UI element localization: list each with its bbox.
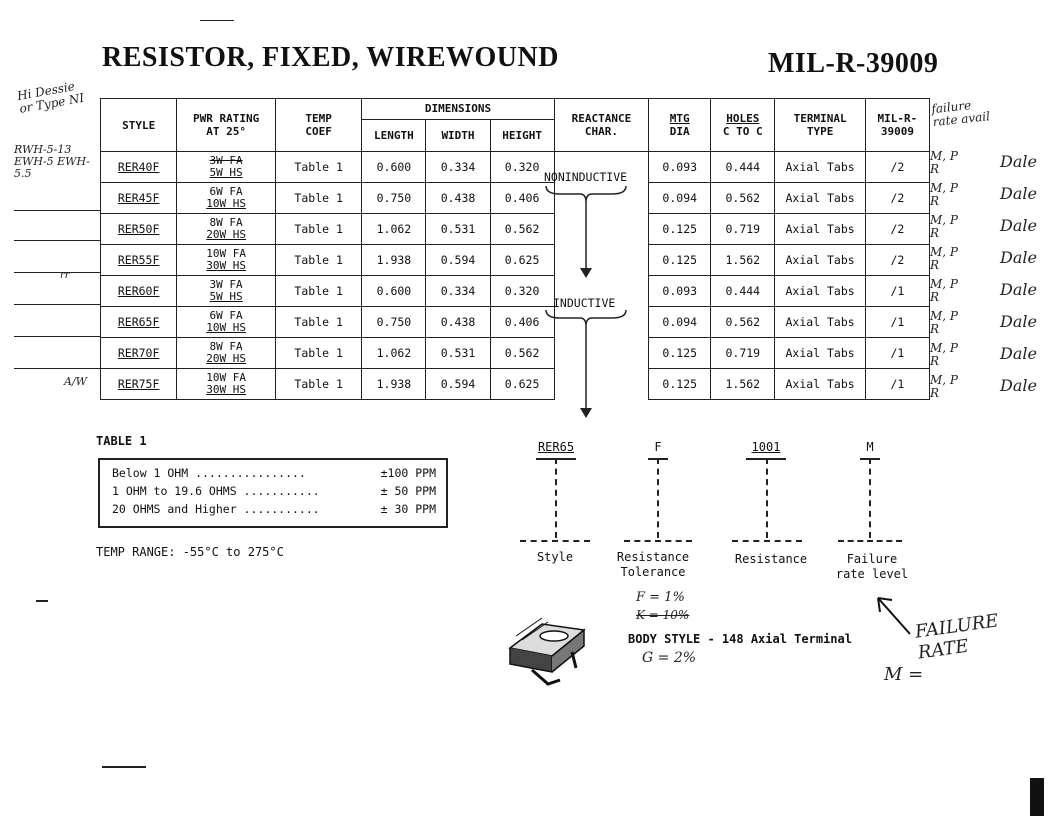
col-width: WIDTH (426, 119, 490, 151)
cell-height: 0.625 (490, 369, 554, 400)
handwritten-failure-levels: M, P R (930, 341, 958, 368)
table-row (101, 307, 930, 338)
cell-pwr-rating (177, 369, 276, 400)
pwr-hs: 5W HS (209, 290, 243, 303)
margin-line (14, 304, 100, 305)
col-mtg-dia: MTG DIA (649, 99, 711, 152)
pwr-hs: 20W HS (206, 352, 246, 365)
cell-mtg-dia: 0.125 (649, 338, 711, 369)
cell-height: 0.562 (490, 214, 554, 245)
handwritten-manufacturer: Dale (1000, 248, 1037, 267)
cell-terminal: Axial Tabs (775, 214, 866, 245)
cell-height: 0.320 (490, 152, 554, 183)
cell-height: 0.320 (490, 276, 554, 307)
page-title: RESISTOR, FIXED, WIREWOUND (102, 42, 559, 73)
handwritten-failure-levels: M, P R (930, 149, 958, 176)
handwritten-failure-levels: M, P R (930, 245, 958, 272)
cell-length: 0.750 (362, 307, 426, 338)
pn-leader (869, 458, 871, 538)
handwritten-failure-levels: M, P R (930, 277, 958, 304)
cell-mtg-dia: 0.093 (649, 152, 711, 183)
note-tol-g: G = 2% (642, 650, 697, 666)
cell-milr: /2 (865, 152, 929, 183)
cell-length: 0.750 (362, 183, 426, 214)
cell-milr: /2 (865, 245, 929, 276)
cell-style: RER60F (101, 276, 177, 307)
cell-width: 0.334 (426, 152, 490, 183)
body-style-caption: BODY STYLE - 148 Axial Terminal (628, 632, 852, 646)
cell-milr: /1 (865, 276, 929, 307)
cell-milr: /2 (865, 214, 929, 245)
cell-temp-coef: Table 1 (275, 369, 361, 400)
cell-width: 0.438 (426, 307, 490, 338)
table1-row-label: Below 1 OHM ................ (112, 466, 306, 480)
cell-temp-coef: Table 1 (275, 338, 361, 369)
cell-length: 1.938 (362, 245, 426, 276)
col-temp-coef: TEMP COEF (275, 99, 361, 152)
pwr-fa: 6W FA (209, 309, 243, 322)
cell-holes: 1.562 (711, 369, 775, 400)
cell-style: RER50F (101, 214, 177, 245)
margin-line (14, 336, 100, 337)
pn-baseline (732, 540, 802, 542)
table1-row-value: ±100 PPM (380, 466, 436, 480)
cell-length: 0.600 (362, 152, 426, 183)
cell-height: 0.406 (490, 307, 554, 338)
failure-rate-arrow (870, 590, 920, 640)
noninductive-brace (546, 186, 626, 202)
cell-temp-coef: Table 1 (275, 245, 361, 276)
cell-temp-coef: Table 1 (275, 276, 361, 307)
noninductive-arrow-head (580, 268, 592, 278)
cell-holes: 0.562 (711, 307, 775, 338)
table-row (101, 152, 930, 183)
table-row (101, 276, 930, 307)
cell-style: RER40F (101, 152, 177, 183)
pwr-fa: 10W FA (206, 247, 246, 260)
handwritten-manufacturer: Dale (1000, 344, 1037, 363)
cell-temp-coef: Table 1 (275, 307, 361, 338)
cell-terminal: Axial Tabs (775, 369, 866, 400)
cell-holes: 1.562 (711, 245, 775, 276)
pwr-fa: 3W FA (209, 154, 243, 167)
cell-width: 0.334 (426, 276, 490, 307)
col-length: LENGTH (362, 119, 426, 151)
cell-width: 0.594 (426, 369, 490, 400)
pn-label-style: Style (536, 550, 574, 564)
table-row (101, 369, 930, 400)
margin-note-mark: rr (60, 270, 70, 281)
pwr-fa: 10W FA (206, 371, 246, 384)
col-reactance: REACTANCE CHAR. (554, 99, 649, 152)
pn-code-tolerance: F (654, 440, 662, 454)
cell-height: 0.562 (490, 338, 554, 369)
cell-style: RER55F (101, 245, 177, 276)
cell-mtg-dia: 0.094 (649, 307, 711, 338)
scan-edge-mark (1030, 778, 1044, 816)
margin-line (14, 368, 100, 369)
cell-width: 0.531 (426, 214, 490, 245)
margin-line (14, 272, 100, 273)
handwritten-failure-levels: M, P R (930, 373, 958, 400)
cell-milr: /1 (865, 307, 929, 338)
scan-artifact (102, 766, 146, 768)
handwritten-manufacturer: Dale (1000, 376, 1037, 395)
pn-leader (766, 458, 768, 538)
pwr-hs: 30W HS (206, 383, 246, 396)
cell-terminal: Axial Tabs (775, 276, 866, 307)
reactance-brackets (540, 170, 632, 420)
cell-temp-coef: Table 1 (275, 152, 361, 183)
cell-mtg-dia: 0.125 (649, 214, 711, 245)
cell-length: 1.938 (362, 369, 426, 400)
handwritten-failure-levels: M, P R (930, 309, 958, 336)
handwritten-failure-levels: M, P R (930, 181, 958, 208)
margin-note-aw: A/W (64, 375, 87, 388)
cell-pwr-rating (177, 214, 276, 245)
table1-title: TABLE 1 (96, 434, 147, 448)
cell-milr: /1 (865, 369, 929, 400)
inductive-brace (546, 310, 626, 326)
handwritten-manufacturer: Dale (1000, 152, 1037, 171)
reactance-inductive: INDUCTIVE (553, 296, 616, 310)
cell-pwr-rating (177, 152, 276, 183)
cell-terminal: Axial Tabs (775, 307, 866, 338)
cell-pwr-rating (177, 338, 276, 369)
cell-width: 0.438 (426, 183, 490, 214)
pwr-hs: 5W HS (209, 166, 243, 179)
cell-holes: 0.719 (711, 338, 775, 369)
reactance-noninductive: NONINDUCTIVE (544, 170, 628, 184)
pwr-fa: 8W FA (209, 216, 243, 229)
pn-code-style: RER65 (537, 440, 575, 454)
cell-mtg-dia: 0.125 (649, 369, 711, 400)
pn-code-failure: M (866, 440, 874, 454)
handwritten-manufacturer: Dale (1000, 216, 1037, 235)
table1-row-value: ± 30 PPM (380, 502, 436, 516)
table-header-row (101, 99, 930, 120)
margin-line (14, 210, 100, 211)
table1-box (98, 458, 448, 528)
note-tol-f: F = 1% (636, 590, 685, 605)
cell-holes: 0.444 (711, 152, 775, 183)
col-style: STYLE (101, 99, 177, 152)
cell-pwr-rating (177, 245, 276, 276)
handwritten-manufacturer: Dale (1000, 184, 1037, 203)
note-failure-rate: FAILURE RATE (913, 610, 1000, 664)
pwr-fa: 6W FA (209, 185, 243, 198)
pwr-hs: 10W HS (206, 321, 246, 334)
col-dimensions: DIMENSIONS (362, 99, 554, 120)
pn-baseline (624, 540, 692, 542)
cell-terminal: Axial Tabs (775, 152, 866, 183)
cell-holes: 0.444 (711, 276, 775, 307)
cell-pwr-rating (177, 183, 276, 214)
handwritten-manufacturer: Dale (1000, 312, 1037, 331)
cell-mtg-dia: 0.125 (649, 245, 711, 276)
pn-leader (555, 458, 557, 538)
pn-label-resistance: Resistance (734, 552, 808, 566)
pn-code-resistance: 1001 (751, 440, 781, 454)
table1-row-label: 20 OHMS and Higher ........... (112, 502, 320, 516)
cell-height: 0.406 (490, 183, 554, 214)
pn-label-tolerance: Resistance Tolerance (616, 550, 690, 579)
cell-style: RER70F (101, 338, 177, 369)
pwr-fa: 3W FA (209, 278, 243, 291)
cell-style: RER65F (101, 307, 177, 338)
cell-mtg-dia: 0.093 (649, 276, 711, 307)
cell-holes: 0.719 (711, 214, 775, 245)
table-row (101, 338, 930, 369)
cell-holes: 0.562 (711, 183, 775, 214)
col-terminal: TERMINAL TYPE (775, 99, 866, 152)
cell-mtg-dia: 0.094 (649, 183, 711, 214)
inductive-arrow-head (580, 408, 592, 418)
cell-terminal: Axial Tabs (775, 245, 866, 276)
pwr-hs: 10W HS (206, 197, 246, 210)
cell-milr: /1 (865, 338, 929, 369)
margin-note-top: Hi Dessie or Type NI (16, 79, 86, 116)
cell-style: RER45F (101, 183, 177, 214)
cell-style: RER75F (101, 369, 177, 400)
scan-artifact (200, 20, 234, 21)
cell-width: 0.531 (426, 338, 490, 369)
table-row (101, 245, 930, 276)
resistor-body-drawing (502, 596, 588, 692)
temp-range: TEMP RANGE: -55°C to 275°C (96, 545, 284, 559)
table-row (101, 214, 930, 245)
cell-length: 1.062 (362, 214, 426, 245)
scan-artifact (36, 600, 48, 602)
margin-note-codes: RWH-5-13 EWH-5 EWH-5.5 (14, 143, 90, 180)
cell-temp-coef: Table 1 (275, 214, 361, 245)
pn-baseline (520, 540, 590, 542)
cell-length: 0.600 (362, 276, 426, 307)
handwritten-manufacturer: Dale (1000, 280, 1037, 299)
note-m-equals: M = (884, 664, 924, 685)
col-pwr-rating: PWR RATING AT 25° (177, 99, 276, 152)
col-milr: MIL-R- 39009 (865, 99, 929, 152)
pn-leader (657, 458, 659, 538)
table1-row-value: ± 50 PPM (380, 484, 436, 498)
table1-row-label: 1 OHM to 19.6 OHMS ........... (112, 484, 320, 498)
cell-width: 0.594 (426, 245, 490, 276)
note-tol-k: K = 10% (636, 608, 690, 622)
spec-number: MIL-R-39009 (768, 48, 939, 79)
failure-rate-avail-note: failure rate avail (930, 98, 991, 130)
col-height: HEIGHT (490, 119, 554, 151)
cell-length: 1.062 (362, 338, 426, 369)
cell-temp-coef: Table 1 (275, 183, 361, 214)
cell-pwr-rating (177, 276, 276, 307)
pn-label-failure: Failure rate level (835, 552, 909, 581)
cell-height: 0.625 (490, 245, 554, 276)
margin-line (14, 240, 100, 241)
table-row (101, 183, 930, 214)
spec-table (100, 98, 930, 400)
col-holes: HOLES C TO C (711, 99, 775, 152)
pwr-fa: 8W FA (209, 340, 243, 353)
pn-baseline (838, 540, 902, 542)
cell-terminal: Axial Tabs (775, 183, 866, 214)
cell-milr: /2 (865, 183, 929, 214)
cell-pwr-rating (177, 307, 276, 338)
pwr-hs: 30W HS (206, 259, 246, 272)
handwritten-failure-levels: M, P R (930, 213, 958, 240)
cell-terminal: Axial Tabs (775, 338, 866, 369)
pwr-hs: 20W HS (206, 228, 246, 241)
